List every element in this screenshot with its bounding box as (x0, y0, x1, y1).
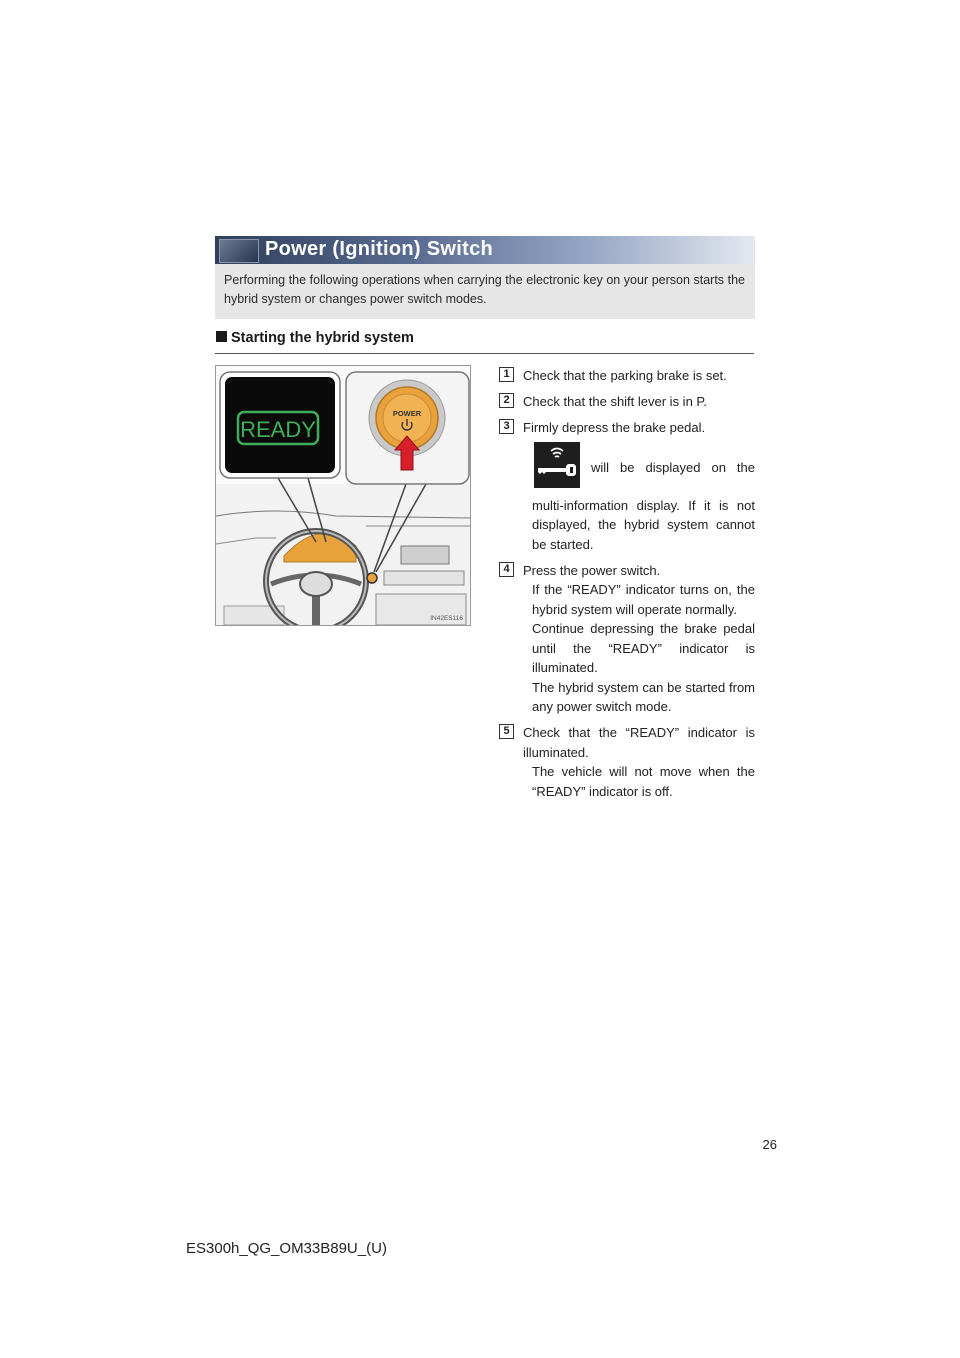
key-indicator-text: will be displayed on the (591, 459, 755, 475)
power-switch-location (367, 573, 377, 583)
key-indicator-row (523, 442, 755, 488)
steps-list (499, 366, 755, 808)
step-number: 2 (499, 393, 514, 408)
step-5 (499, 723, 755, 801)
center-vents (384, 571, 464, 585)
power-button-label: POWER (392, 409, 422, 418)
ready-indicator-text: READY (240, 417, 316, 442)
key-indicator-icon (534, 442, 580, 488)
step-1 (499, 366, 755, 386)
dashboard-illustration-svg (216, 366, 470, 625)
page-number: 26 (762, 1137, 777, 1152)
key-indicator-svg (534, 442, 580, 488)
dashboard-illustration (215, 365, 471, 626)
title-bar-chip (219, 239, 259, 263)
step-note: The hybrid system can be started from any power switch mode. (532, 679, 755, 714)
step-text: Check that the shift lever is in P. (523, 394, 708, 409)
section-title-bar (215, 236, 755, 264)
section-heading (215, 330, 754, 354)
step-note: The vehicle will not move when the “READY” indicator is off. (532, 764, 755, 799)
heading-square-bullet (216, 331, 227, 342)
center-display (401, 546, 449, 564)
step-text: Firmly depress the brake pedal. (523, 420, 706, 435)
step-number: 5 (499, 724, 514, 739)
document-code: ES300h_QG_OM33B89U_(U) (186, 1240, 387, 1257)
step-text: Check that the “READY” indicator is illuminated. (523, 725, 755, 760)
intro-text: Performing the following operations when carrying the electronic key on your person starts the hybrid system or changes power switch modes. (215, 264, 755, 319)
key-indicator-continuation: multi-information display. If it is not displayed, the hybrid system cannot be started. (532, 497, 755, 552)
step-number: 4 (499, 562, 514, 577)
image-code: IN42ES116 (430, 615, 463, 622)
step-text: Check that the parking brake is set. (523, 368, 727, 383)
step-number: 3 (499, 419, 514, 434)
power-button-face (383, 394, 431, 442)
step-2 (499, 392, 755, 412)
step-note: If the “READY” indicator turns on, the hybrid system will operate normally. (532, 582, 755, 617)
step-note: Continue depressing the brake pedal until the “READY” indicator is illuminated. (532, 621, 755, 675)
step-4 (499, 561, 755, 717)
step-3 (499, 418, 755, 554)
step-number: 1 (499, 367, 514, 382)
page-title: Power (Ignition) Switch (265, 238, 494, 260)
steering-wheel-hub (300, 572, 332, 596)
section-heading-text: Starting the hybrid system (231, 330, 414, 346)
step-text: Press the power switch. (523, 562, 661, 578)
